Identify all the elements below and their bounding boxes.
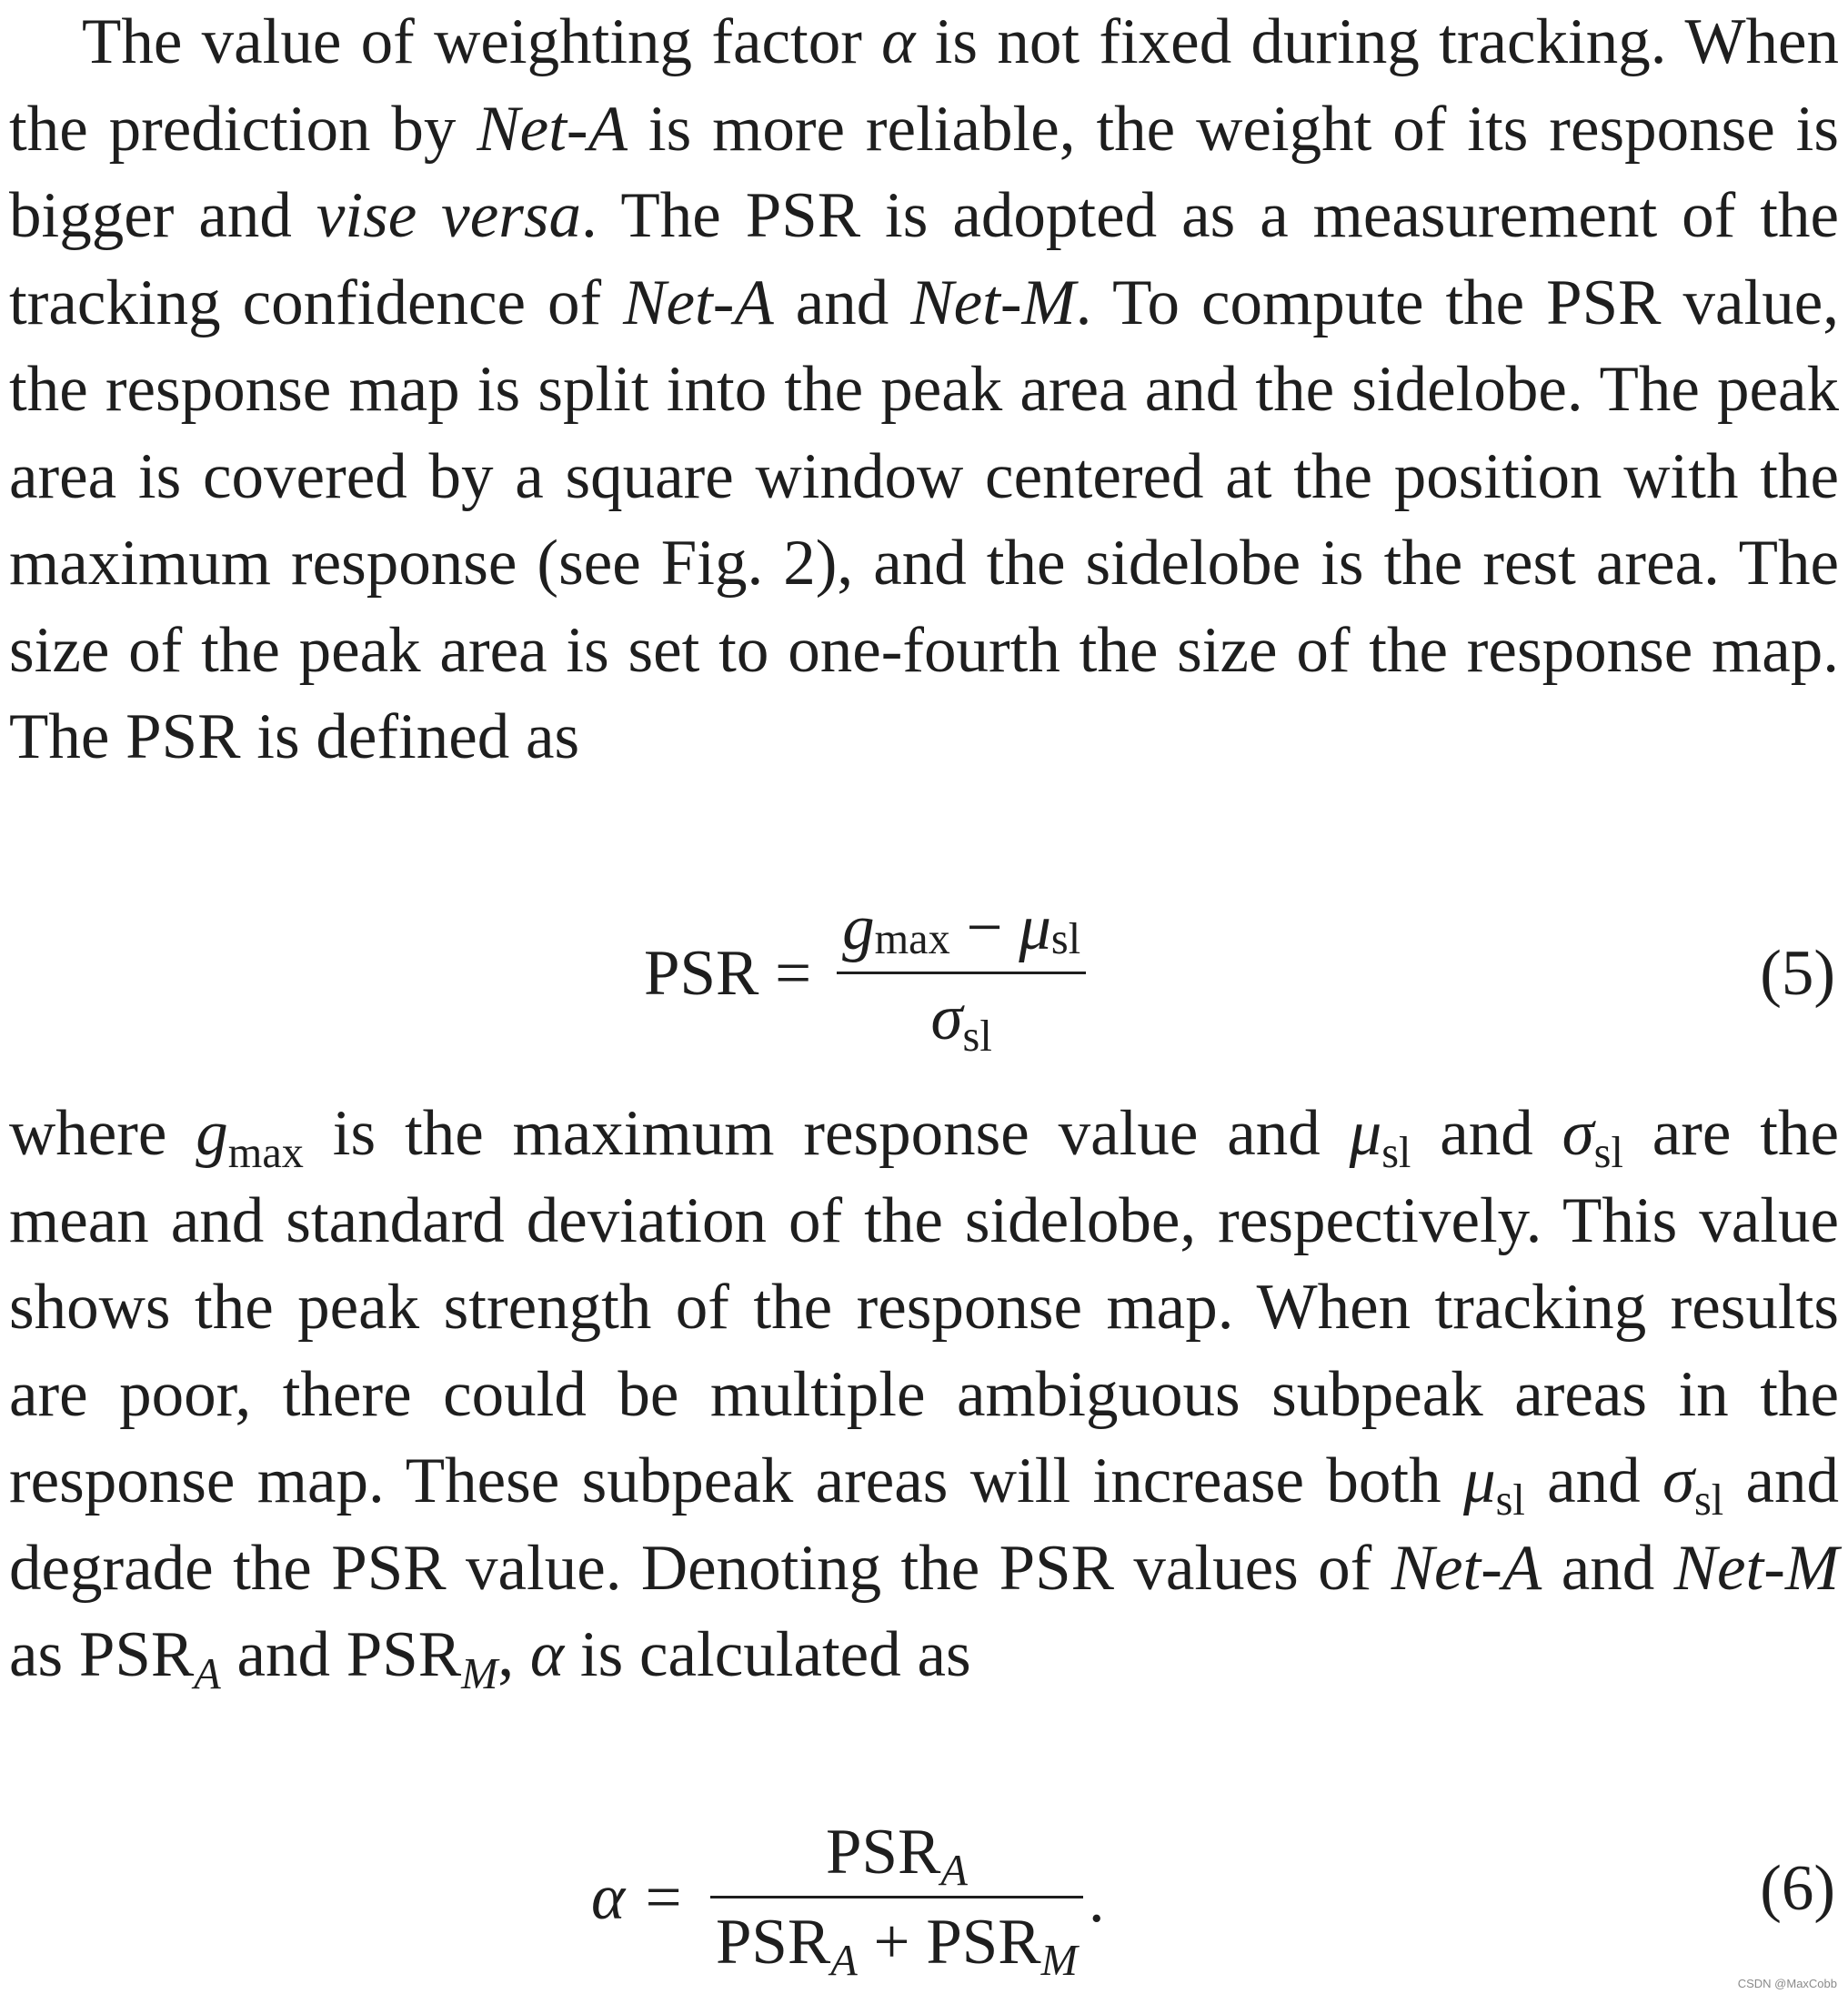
sigma-subscript: sl	[1693, 1475, 1724, 1525]
sigma-symbol: σ	[1662, 1445, 1694, 1516]
fraction-bar	[837, 972, 1086, 974]
mu-symbol: μ	[1349, 1098, 1382, 1169]
psr-m-subscript: M	[461, 1649, 498, 1698]
text-run: and	[1542, 1532, 1674, 1604]
equation-6-fraction	[710, 1816, 1083, 1986]
text-run: The value of weighting factor	[82, 6, 882, 77]
plus-sign: +	[857, 1906, 927, 1978]
equation-number-5: (5)	[1760, 938, 1835, 1009]
text-run: is more reliable, the weight of its response is bigger and	[9, 93, 1839, 251]
mu-subscript: sl	[1495, 1475, 1525, 1525]
equation-6-lhs: α =	[591, 1861, 685, 1933]
equation-5-numerator	[837, 891, 1086, 966]
g-subscript: max	[874, 914, 950, 963]
equation-6-body	[591, 1801, 1105, 1994]
text-run: and	[773, 267, 911, 338]
text-run: is calculated as	[564, 1619, 971, 1690]
equation-6-denominator	[710, 1906, 1083, 1986]
equation-6-numerator	[820, 1816, 973, 1896]
text-run: and	[1524, 1445, 1662, 1516]
paper-page	[9, 0, 1839, 1994]
text-run: are the mean and standard deviation of the sidelobe, respectively. This value shows the peak strength of the response map. When tracking results are poor, there could be multiple ambiguous subpeak areas in the response map. These subpeak areas will increase both	[9, 1098, 1839, 1516]
sigma-symbol: σ	[1562, 1098, 1594, 1169]
minus-sign: −	[949, 891, 1019, 963]
g-symbol: g	[196, 1098, 228, 1169]
equation-5	[9, 873, 1839, 1073]
equation-6-period: .	[1088, 1865, 1105, 1936]
psr-m-symbol: PSR	[346, 1619, 462, 1690]
psr-a-subscript: A	[830, 1937, 858, 1986]
equation-5-body	[644, 873, 1086, 1073]
psr-a-symbol: PSR	[78, 1619, 195, 1690]
psr-m-symbol: PSR	[926, 1906, 1041, 1978]
psr-a-symbol: PSR	[715, 1906, 831, 1978]
psr-m-subscript: M	[1040, 1937, 1078, 1986]
g-symbol: g	[842, 891, 875, 963]
psr-a-subscript: A	[194, 1649, 221, 1698]
equation-6	[9, 1801, 1839, 1994]
paragraph-psr-intro	[9, 0, 1839, 781]
psr-a-subscript: A	[940, 1847, 968, 1896]
equation-5-fraction	[837, 891, 1086, 1062]
text-run: and degrade the PSR value. Denoting the PSR values of	[9, 1445, 1839, 1604]
net-m-term: Net-M	[1673, 1532, 1839, 1604]
alpha-symbol: α	[881, 6, 916, 77]
net-a-term: Net-A	[623, 267, 774, 338]
g-subscript: max	[227, 1128, 304, 1177]
text-run: as	[9, 1619, 79, 1690]
text-run: is the maximum response value and	[303, 1098, 1350, 1169]
text-run: and	[1411, 1098, 1562, 1169]
text-run: . To compute the PSR value, the response map is split into the peak area and the sidelobe. The peak area is covered by a square window centered at the position with the maximum response (see Fig. 2), and the sidelobe is the rest area. The size of the peak area is set to one-fourth the size of the response map. The PSR is defined as	[9, 267, 1839, 772]
text-run: ,	[497, 1619, 530, 1690]
text-run: . The PSR is adopted as a measurement of the tracking confidence of	[9, 180, 1839, 338]
text-run: and	[220, 1619, 346, 1690]
paragraph-psr-explanation	[9, 1091, 1839, 1699]
mu-subscript: sl	[1381, 1128, 1411, 1177]
net-a-term: Net-A	[1391, 1532, 1542, 1604]
alpha-symbol: α	[529, 1619, 565, 1690]
equation-5-denominator	[926, 982, 998, 1062]
fraction-bar	[710, 1896, 1083, 1898]
watermark: CSDN @MaxCobb	[1737, 1977, 1837, 1990]
sigma-subscript: sl	[962, 1012, 992, 1062]
mu-symbol: μ	[1462, 1445, 1496, 1516]
equation-number-6: (6)	[1760, 1853, 1835, 1924]
psr-a-symbol: PSR	[825, 1816, 941, 1888]
sigma-subscript: sl	[1593, 1128, 1623, 1177]
net-a-term: Net-A	[477, 93, 628, 165]
text-run: is not fixed during tracking. When the prediction by	[9, 6, 1839, 165]
vise-versa-term: vise versa	[316, 180, 581, 251]
mu-symbol: μ	[1019, 891, 1051, 963]
mu-subscript: sl	[1050, 914, 1081, 963]
equation-5-lhs: PSR =	[644, 937, 812, 1009]
text-run: where	[9, 1098, 196, 1169]
sigma-symbol: σ	[930, 982, 963, 1053]
net-m-term: Net-M	[910, 267, 1076, 338]
